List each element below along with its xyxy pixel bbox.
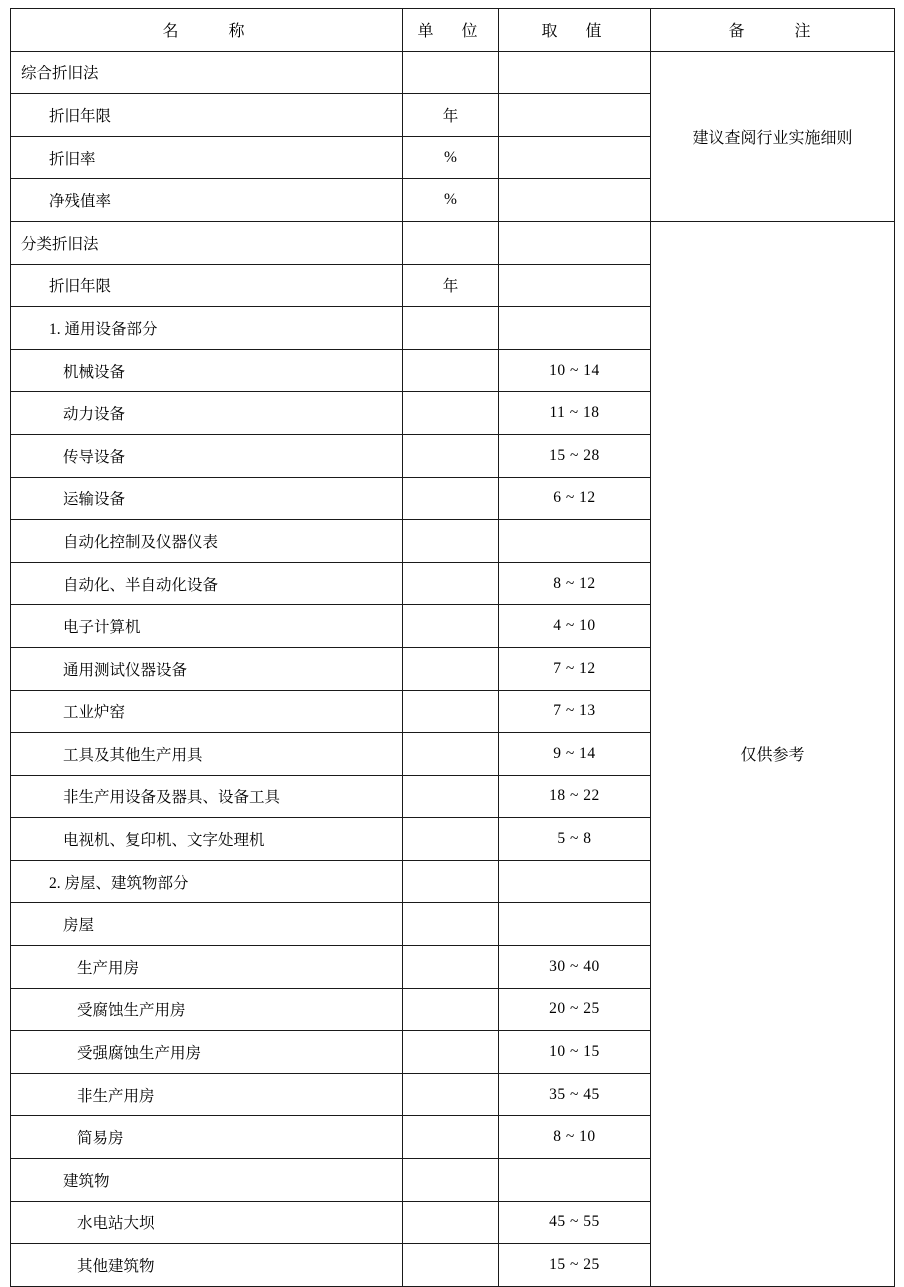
cell-value: [499, 136, 651, 179]
cell-unit: [403, 1031, 499, 1074]
item-label: 分类折旧法: [21, 235, 99, 253]
cell-name: [11, 647, 403, 690]
item-label: 建筑物: [63, 1172, 110, 1190]
item-label: 工具及其他生产用具: [63, 746, 203, 764]
cell-unit: [403, 477, 499, 520]
item-label: 受强腐蚀生产用房: [77, 1045, 202, 1063]
item-label: 折旧率: [49, 150, 96, 168]
table-header-row: [11, 9, 895, 52]
table-body: [11, 51, 895, 1286]
cell-unit: [403, 775, 499, 818]
item-label: 净残值率: [49, 193, 112, 211]
cell-unit: %: [403, 136, 499, 179]
cell-unit: [403, 221, 499, 264]
cell-value: [499, 1159, 651, 1202]
item-label: 电子计算机: [63, 619, 141, 637]
cell-value: 7 ~ 12: [499, 647, 651, 690]
item-label: 受腐蚀生产用房: [77, 1002, 186, 1020]
cell-value: 45 ~ 55: [499, 1201, 651, 1244]
item-label: 传导设备: [63, 448, 126, 466]
item-label: 简易房: [77, 1130, 124, 1148]
item-label: 自动化控制及仪器仪表: [63, 533, 219, 551]
cell-unit: [403, 818, 499, 861]
cell-name: [11, 860, 403, 903]
cell-unit: [403, 1073, 499, 1116]
cell-unit: [403, 434, 499, 477]
column-header-name: 名 称: [11, 9, 403, 52]
cell-unit: 年: [403, 94, 499, 137]
cell-name: [11, 264, 403, 307]
item-label: 1. 通用设备部分: [49, 320, 158, 338]
cell-name: [11, 307, 403, 350]
cell-value: 6 ~ 12: [499, 477, 651, 520]
item-label: 电视机、复印机、文字处理机: [63, 832, 265, 850]
cell-unit: [403, 1201, 499, 1244]
cell-name: [11, 946, 403, 989]
cell-unit: [403, 690, 499, 733]
cell-name: [11, 988, 403, 1031]
cell-value: 30 ~ 40: [499, 946, 651, 989]
column-header-unit: 单 位: [403, 9, 499, 52]
cell-unit: [403, 51, 499, 94]
cell-value: [499, 860, 651, 903]
cell-name: [11, 136, 403, 179]
cell-name: [11, 221, 403, 264]
item-label: 2. 房屋、建筑物部分: [49, 874, 189, 892]
cell-name: [11, 733, 403, 776]
cell-value: [499, 903, 651, 946]
cell-unit: [403, 349, 499, 392]
cell-unit: [403, 1116, 499, 1159]
cell-value: 10 ~ 15: [499, 1031, 651, 1074]
cell-unit: [403, 647, 499, 690]
cell-unit: %: [403, 179, 499, 222]
cell-name: [11, 1116, 403, 1159]
cell-unit: [403, 520, 499, 563]
cell-value: 15 ~ 25: [499, 1244, 651, 1287]
cell-name: [11, 1031, 403, 1074]
cell-value: 10 ~ 14: [499, 349, 651, 392]
cell-value: [499, 520, 651, 563]
cell-name: [11, 520, 403, 563]
cell-note-group2: 仅供参考: [651, 221, 895, 1286]
item-label: 水电站大坝: [77, 1215, 155, 1233]
cell-unit: [403, 307, 499, 350]
cell-unit: 年: [403, 264, 499, 307]
cell-name: [11, 349, 403, 392]
item-label: 工业炉窑: [63, 704, 126, 722]
item-label: 运输设备: [63, 491, 126, 509]
cell-name: [11, 1201, 403, 1244]
cell-value: [499, 264, 651, 307]
item-label: 通用测试仪器设备: [63, 661, 188, 679]
column-header-value: 取 值: [499, 9, 651, 52]
cell-unit: [403, 392, 499, 435]
cell-name: [11, 1073, 403, 1116]
item-label: 折旧年限: [49, 278, 112, 296]
item-label: 折旧年限: [49, 107, 112, 125]
cell-name: [11, 690, 403, 733]
cell-name: [11, 1159, 403, 1202]
cell-value: [499, 307, 651, 350]
cell-value: 8 ~ 10: [499, 1116, 651, 1159]
item-label: 综合折旧法: [21, 65, 99, 83]
cell-unit: [403, 903, 499, 946]
item-label: 生产用房: [77, 959, 140, 977]
cell-value: [499, 94, 651, 137]
cell-name: [11, 51, 403, 94]
cell-value: [499, 179, 651, 222]
cell-unit: [403, 860, 499, 903]
depreciation-table: [10, 8, 895, 1287]
table-row: [11, 51, 895, 94]
cell-value: [499, 51, 651, 94]
item-label: 非生产用设备及器具、设备工具: [63, 789, 281, 807]
cell-name: [11, 477, 403, 520]
cell-value: [499, 221, 651, 264]
item-label: 其他建筑物: [77, 1258, 155, 1276]
cell-name: [11, 818, 403, 861]
cell-name: [11, 903, 403, 946]
cell-value: 5 ~ 8: [499, 818, 651, 861]
table-row: [11, 221, 895, 264]
cell-value: 20 ~ 25: [499, 988, 651, 1031]
item-label: 房屋: [63, 917, 95, 935]
cell-value: 35 ~ 45: [499, 1073, 651, 1116]
cell-unit: [403, 988, 499, 1031]
item-label: 自动化、半自动化设备: [63, 576, 219, 594]
cell-value: 11 ~ 18: [499, 392, 651, 435]
cell-value: 8 ~ 12: [499, 562, 651, 605]
cell-value: 7 ~ 13: [499, 690, 651, 733]
cell-unit: [403, 946, 499, 989]
table-header: [11, 9, 895, 52]
cell-name: [11, 434, 403, 477]
cell-name: [11, 775, 403, 818]
cell-name: [11, 562, 403, 605]
cell-unit: [403, 562, 499, 605]
cell-note-group1: 建议查阅行业实施细则: [651, 51, 895, 221]
item-label: 机械设备: [63, 363, 126, 381]
column-header-note: 备 注: [651, 9, 895, 52]
cell-name: [11, 605, 403, 648]
cell-value: 15 ~ 28: [499, 434, 651, 477]
cell-value: 9 ~ 14: [499, 733, 651, 776]
cell-unit: [403, 605, 499, 648]
cell-value: 4 ~ 10: [499, 605, 651, 648]
cell-value: 18 ~ 22: [499, 775, 651, 818]
item-label: 动力设备: [63, 406, 126, 424]
cell-unit: [403, 733, 499, 776]
cell-name: [11, 179, 403, 222]
cell-name: [11, 94, 403, 137]
cell-name: [11, 392, 403, 435]
item-label: 非生产用房: [77, 1087, 155, 1105]
cell-unit: [403, 1159, 499, 1202]
